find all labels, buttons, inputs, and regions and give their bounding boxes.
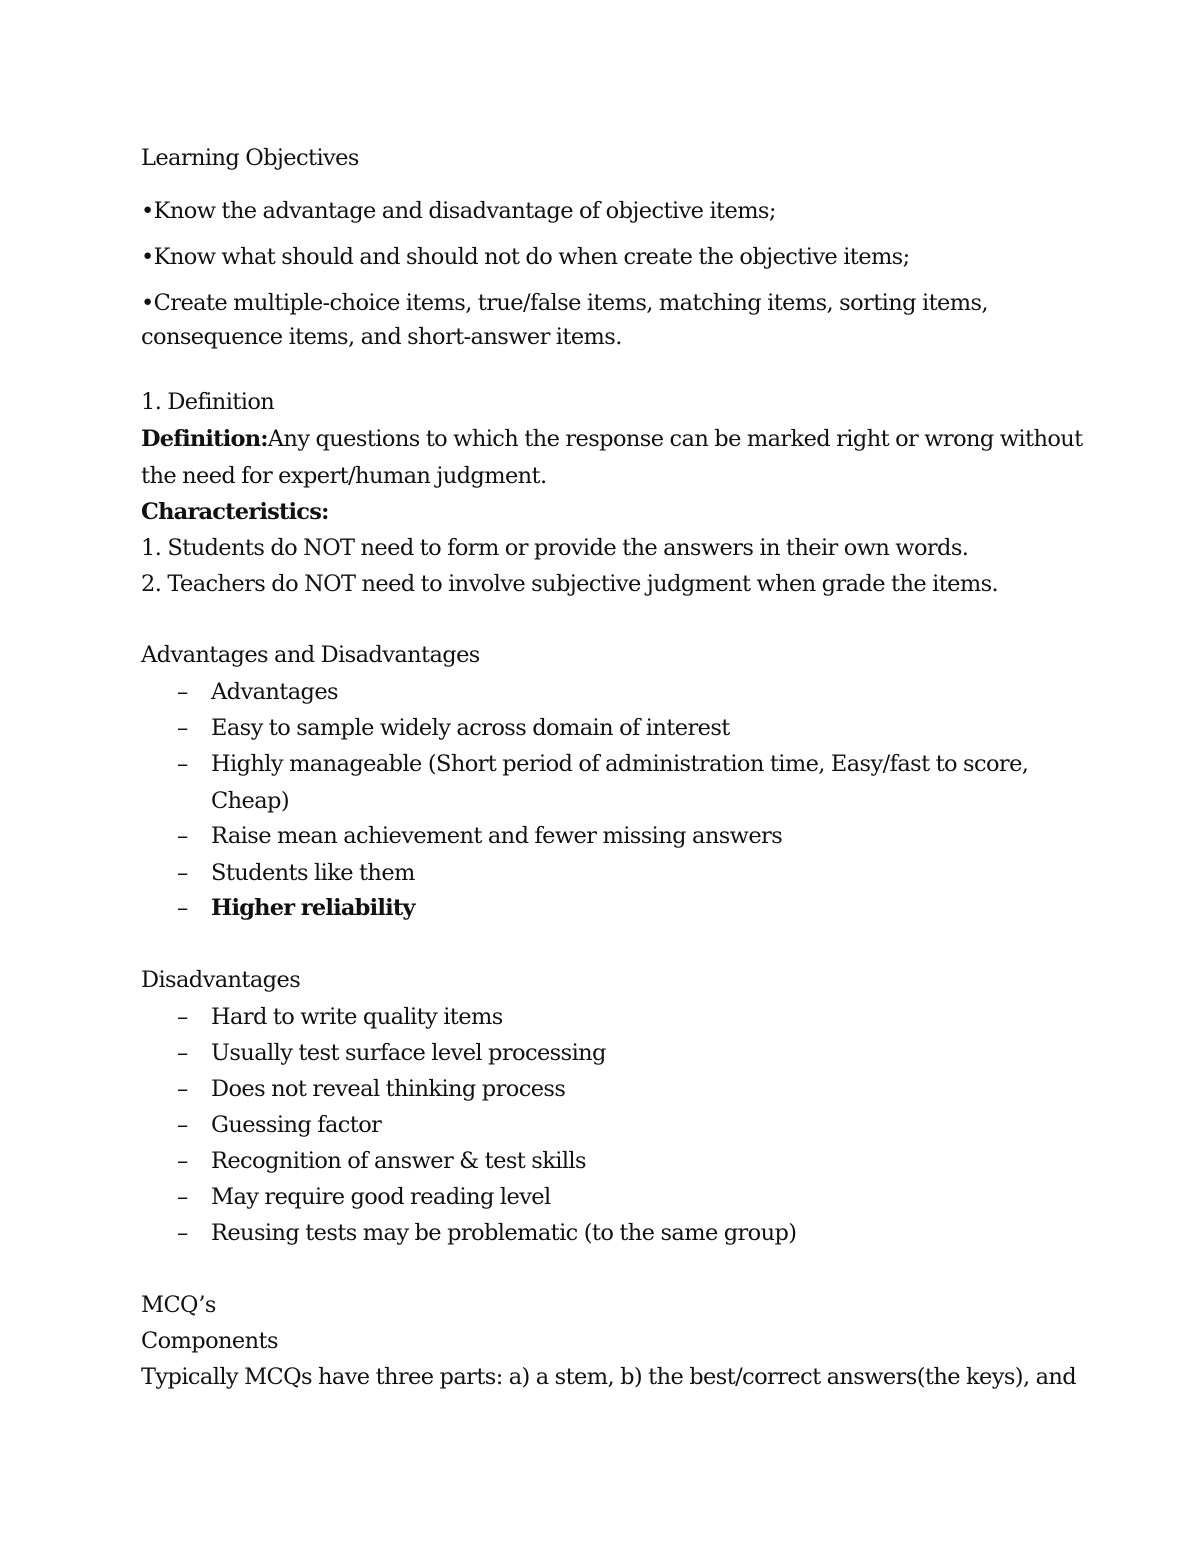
characteristic-item-1: 1. Students do NOT need to form or provide the answers in their own words. <box>141 535 969 561</box>
bullet: • <box>141 198 154 224</box>
objective-item-1: •Know the advantage and disadvantage of objective items; <box>141 198 776 224</box>
mcq-text: Typically MCQs have three parts: a) a stem, b) the best/correct answers(the keys), and <box>141 1364 1077 1390</box>
list-item-continuation: Cheap) <box>211 788 290 814</box>
definition-text: Any questions to which the response can be marked right or wrong without <box>267 426 1083 452</box>
learning-objectives-heading: Learning Objectives <box>141 145 359 171</box>
definition-continuation: the need for expert/human judgment. <box>141 463 547 489</box>
characteristic-item-2: 2. Teachers do NOT need to involve subjective judgment when grade the items. <box>141 571 999 597</box>
definition-label: Definition: <box>141 426 268 452</box>
objective-item-2: •Know what should and should not do when create the objective items; <box>141 244 910 270</box>
bullet: • <box>141 244 154 270</box>
definition-heading: 1. Definition <box>141 389 275 415</box>
components-label: Components <box>141 1328 278 1354</box>
bullet: • <box>141 290 154 316</box>
definition-paragraph <box>141 428 1083 451</box>
mcq-heading: MCQ’s <box>141 1292 216 1318</box>
objective-item-3-continuation: consequence items, and short-answer items. <box>141 324 622 350</box>
characteristics-label: Characteristics: <box>141 499 329 525</box>
objective-item-3: •Create multiple-choice items, true/false items, matching items, sorting items, <box>141 290 988 316</box>
disadvantages-heading: Disadvantages <box>141 967 301 993</box>
adv-disadv-heading: Advantages and Disadvantages <box>141 642 480 668</box>
document-page: Learning Objectives •Know the advantage and disadvantage of objective items; •Know what should and should not do when create the objective items; •Create multiple-choice items, true/false items, matching items, sorting items, consequence items, and short-answer items. 1. Definition Definition:Any questions to which the response can be marked right or wrong without the need for expert/human judgment. Characteristics: 1. Students do NOT need to form or provide the answers in their own words. 2. Teachers do NOT need to involve subjective judgment when grade the items. Advantages and Disadvantages – Advantages – Easy to sample widely across domain of interest – Highly manageable (Short period of administration time, Easy/fast to score, Cheap) – Raise mean achievement and fewer missing answers – Students like them – Higher reliability Disadvantages – Hard to write quality items – Usually test surface level processing – Does not reveal thinking process – Guessing factor – Recognition of answer & test skills – May require good reading level – Reusing tests may be problematic (to the same group) MCQ’s Components Typically MCQs have three parts: a) a stem, b) the best/correct answers(the keys), and <box>141 145 1083 1390</box>
